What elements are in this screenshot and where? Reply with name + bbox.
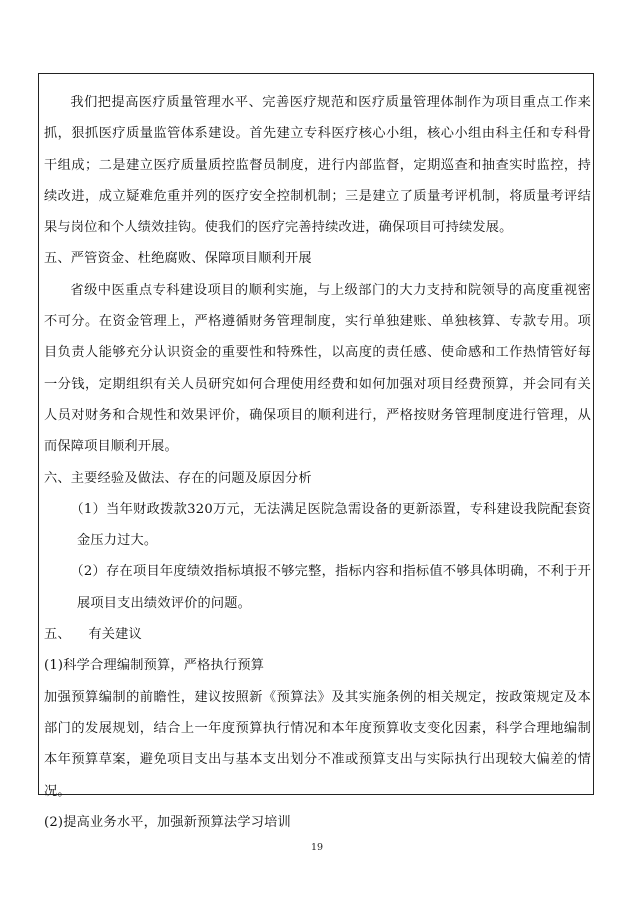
document-body — [44, 87, 591, 838]
paragraph-quality-management: 我们把提高医疗质量管理水平、完善医疗规范和医疗质量管理体制作为项目重点工作来抓，狠抓医疗质量监管体系建设。首先建立专科医疗核心小组，核心小组由科主任和专科骨干组成；二是建立医疗质量质控监督员制度，进行内部监督，定期巡查和抽查实时监控，持续改进，成立疑难危重并列的医疗安全控制机制；三是建立了质量考评机制，将质量考评结果与岗位和个人绩效挂钩。使我们的医疗完善持续改进，确保项目可持续发展。 — [44, 95, 591, 236]
list-item-problem-2-text: （2）存在项目年度绩效指标填报不够完整，指标内容和指标值不够具体明确，不利于开展项目支出绩效评价的问题。 — [70, 564, 591, 611]
list-item-problem-1 — [44, 494, 591, 557]
paragraph-budget-preparation: 加强预算编制的前瞻性，建议按照新《预算法》及其实施条例的相关规定，按政策规定及本部门的发展规划，结合上一年度预算执行情况和本年度预算收支变化因素，科学合理地编制本年预算草案，避免项目支出与基本支出划分不准或预算支出与实际执行出现较大偏差的情况。 — [44, 689, 591, 799]
subheading-budget-preparation: (1)科学合理编制预算，严格执行预算 — [44, 658, 265, 674]
page-number: 19 — [310, 842, 324, 853]
heading-experience-problems: 六、主要经验及做法、存在的问题及原因分析 — [44, 470, 312, 486]
list-item-problem-1-text: （1）当年财政拨款320万元，无法满足医院急需设备的更新添置，专科建设我院配套资金压力过大。 — [70, 501, 591, 549]
subheading-training: (2)提高业务水平，加强新预算法学习培训 — [44, 814, 291, 830]
heading-suggestions: 五、 有关建议 — [44, 627, 142, 643]
paragraph-fund-management: 省级中医重点专科建设项目的顺利实施，与上级部门的大力支持和院领导的高度重视密不可分。在资金管理上，严格遵循财务管理制度，实行单独建账、单独核算、专款专用。项目负责人能够充分认识资金的重要性和特殊性，以高度的责任感、使命感和工作热情管好每一分钱，定期组织有关人员研究如何合理使用经费和如何加强对项目经费预算，并会同有关人员对财务和合规性和效果评价，确保项目的顺利进行，严格按财务管理制度进行管理，从而保障项目顺利开展。 — [44, 282, 591, 455]
list-item-problem-2 — [44, 556, 591, 619]
heading-fund-management: 五、严管资金、杜绝腐败、保障项目顺利开展 — [44, 251, 312, 267]
